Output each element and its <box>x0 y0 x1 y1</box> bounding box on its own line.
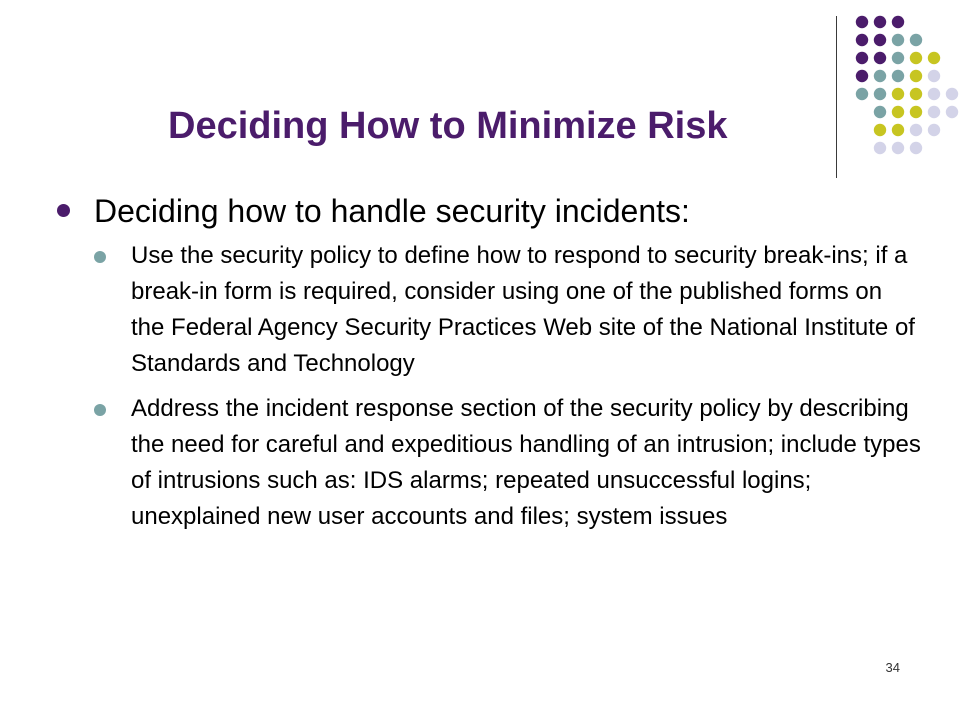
heading-bullet-item <box>57 186 921 535</box>
decorative-dot <box>910 88 922 100</box>
decorative-dot <box>874 124 886 136</box>
decorative-dot <box>892 16 904 28</box>
decorative-dot <box>910 142 922 154</box>
heading-text: Deciding how to handle security incidents: <box>94 193 690 229</box>
decorative-dot <box>874 34 886 46</box>
decorative-dot <box>874 70 886 82</box>
decorative-dot <box>874 16 886 28</box>
decorative-dot <box>910 52 922 64</box>
decorative-dot <box>874 52 886 64</box>
decorative-dot <box>910 106 922 118</box>
slide-title: Deciding How to Minimize Risk <box>168 105 728 147</box>
title-divider-line <box>836 16 837 178</box>
decorative-dot <box>892 52 904 64</box>
decorative-dot <box>892 88 904 100</box>
decorative-dot <box>856 52 868 64</box>
decorative-dot <box>928 88 940 100</box>
sub-point-list <box>94 238 921 535</box>
decorative-dot <box>856 34 868 46</box>
decorative-dot <box>892 142 904 154</box>
decorative-dot <box>946 88 958 100</box>
bullet-dot-icon <box>57 204 70 217</box>
sub-point-text: Address the incident response section of the security policy by describing the need for careful and expeditious handling of an intrusion; include types of intrusions such as: IDS alarms; repeated unsuccessful logins; unexplained new user accounts and files; system issues <box>131 395 921 530</box>
decorative-dot <box>856 16 868 28</box>
decorative-dot <box>928 106 940 118</box>
decorative-dot <box>874 106 886 118</box>
sub-bullet-dot-icon <box>94 404 106 416</box>
decorative-dot <box>910 34 922 46</box>
decorative-dot <box>892 106 904 118</box>
sub-point-text: Use the security policy to define how to respond to security break-ins; if a break-in form is required, consider using one of the published forms on the Federal Agency Security Practices Web site of the National Institute of Standards and Technology <box>131 242 915 377</box>
decorative-dot <box>856 88 868 100</box>
decorative-dot <box>856 70 868 82</box>
decorative-dot <box>874 142 886 154</box>
page-number: 34 <box>885 660 900 675</box>
decorative-dot <box>928 124 940 136</box>
decorative-dot <box>892 124 904 136</box>
decorative-dot <box>928 52 940 64</box>
slide-body <box>57 186 921 544</box>
decorative-dot <box>892 70 904 82</box>
sub-point-item <box>94 391 921 535</box>
decorative-dot <box>910 70 922 82</box>
decorative-dot <box>874 88 886 100</box>
decorative-dot <box>892 34 904 46</box>
decorative-dot <box>946 106 958 118</box>
decorative-dot <box>928 70 940 82</box>
decorative-dot <box>910 124 922 136</box>
sub-point-item <box>94 238 917 382</box>
sub-bullet-dot-icon <box>94 251 106 263</box>
